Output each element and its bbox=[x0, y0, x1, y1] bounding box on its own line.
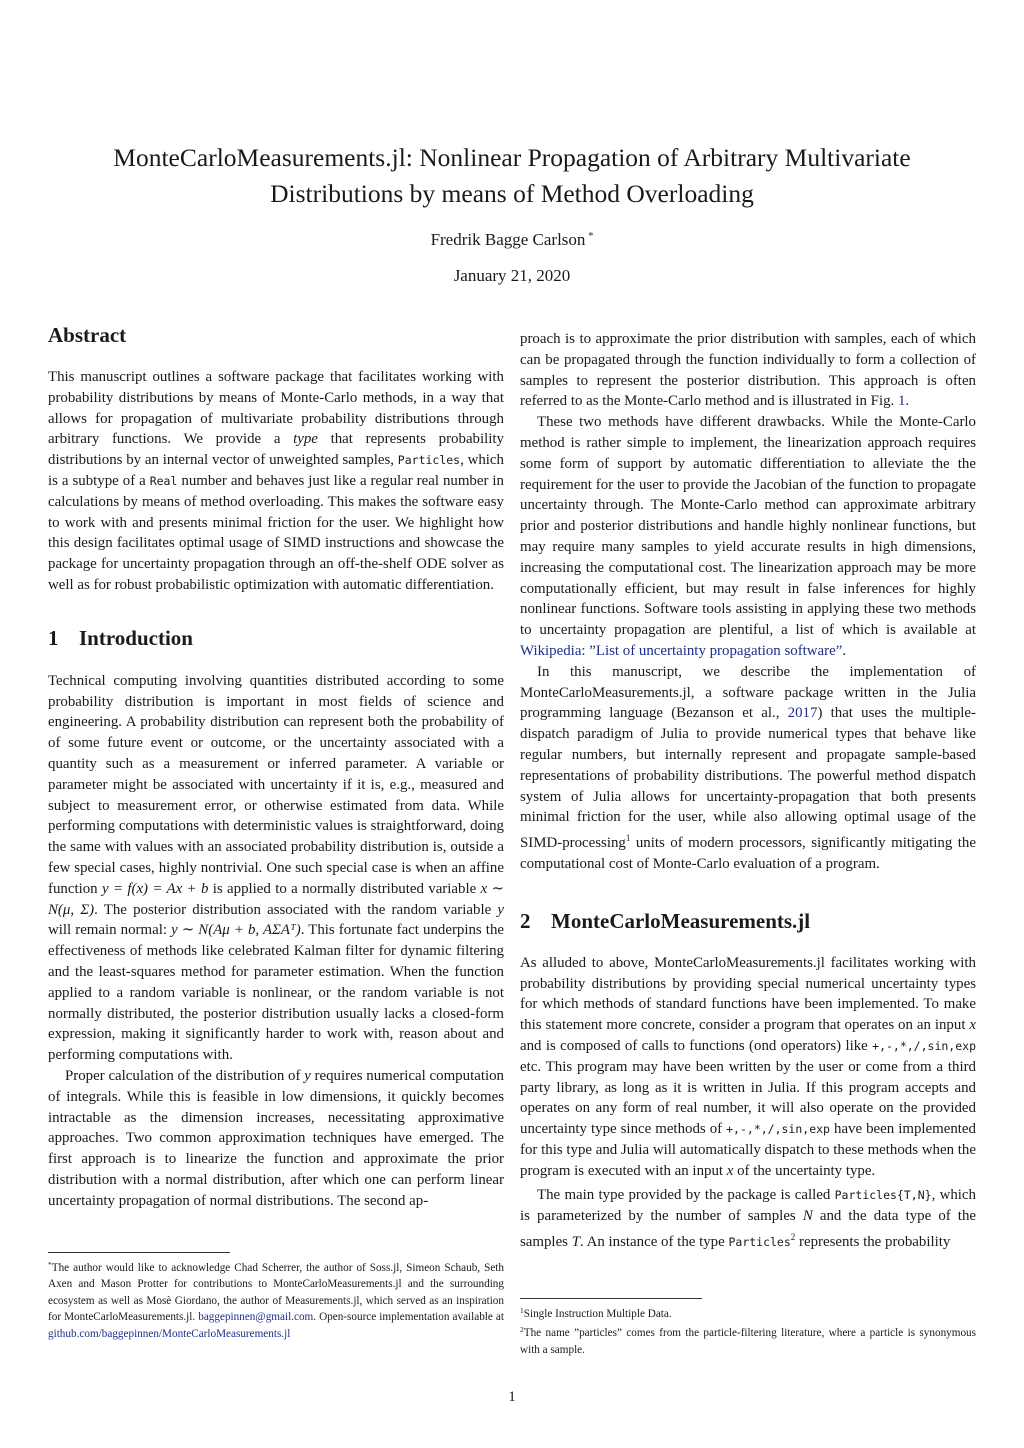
math-x-1: x bbox=[969, 1017, 976, 1034]
code-particles-2: Particles bbox=[728, 1235, 791, 1250]
footnote-1: $^1$Single Instruction Multiple Data. bbox=[520, 1306, 672, 1320]
math-normal-x: x ∼ N(μ, Σ) bbox=[48, 880, 504, 918]
code-operators-2: +,-,*,/,sin,exp bbox=[726, 1122, 830, 1137]
author-name: Fredrik Bagge Carlson bbox=[430, 230, 586, 249]
right-footnote-area bbox=[520, 1298, 976, 1358]
math-n: N bbox=[802, 1208, 813, 1225]
code-operators-1: +,-,*,/,sin,exp bbox=[872, 1038, 976, 1053]
introduction-number: 1 bbox=[48, 625, 59, 650]
abstract-paragraph: This manuscript outlines a software package that facilitates working with probability distributions by means of Monte-Carlo methods, in a way that allows for propagation of multivariate probability distributions through arbitrary functions. We provide a type that represents probability distributions by an internal vector of unweighted samples, Particles, which is a subtype of a Real number and behaves just like a regular real number in calculations by means of method overloading. This makes the software easy to work with and presents minimal friction for the user. We highlight how this design facilitates optimal usage of SIMD instructions and showcase the package for uncertainty propagation through an off-the-shelf ODE solver as well as for robust probabilistic optimization with automatic differentiation. bbox=[48, 369, 505, 593]
footnote-rule bbox=[48, 1252, 230, 1253]
paper-title-line-1: MonteCarloMeasurements.jl: Nonlinear Propagation of Arbitrary Multivariate bbox=[113, 143, 911, 172]
footnote-ref-2: 2 bbox=[790, 1232, 796, 1243]
math-affine-function: y = f(x) = Ax + b bbox=[101, 880, 209, 897]
abstract-heading: Abstract bbox=[48, 323, 127, 347]
left-footnote-area bbox=[48, 1252, 504, 1342]
footnote-rule-right bbox=[520, 1298, 702, 1299]
introduction-title: Introduction bbox=[79, 625, 193, 650]
math-normal-y: y ∼ N(Aμ + b, AΣAᵀ) bbox=[171, 922, 301, 939]
footnote-1-mark: 1 bbox=[520, 1306, 524, 1315]
section-2-number: 2 bbox=[520, 908, 531, 933]
citation-2017-link[interactable]: 2017 bbox=[787, 705, 818, 722]
section-2-title: MonteCarloMeasurements.jl bbox=[551, 908, 811, 933]
author-footnote-mark: * bbox=[588, 231, 594, 242]
section-2-paragraph-2: The main type provided by the package is called Particles{T,N}, which is parameterized by the number of samples N and the data type of the samples T. An instance of the type Particles$^2$ represents the probability bbox=[520, 1187, 976, 1251]
introduction-paragraph-1: Technical computing involving quantities distributed according to some probability distribution is important in most fields of science and engineering. A probability distribution can represent both the probability of of some future event or outcome, or the uncertainty associated with a quantity such as a measurement or inferred parameter. A variable or parameter might be associated with uncertainty if it is, e.g., measured and subject to measurement error, or otherwise estimated from data. While performing computations with deterministic values is straightforward, doing the same with values with an associated probability distribution is, outside a few special cases, highly nontrivial. One such special case is when an affine function y = f(x) = Ax + b is applied to a normally distributed variable x ∼ N(μ, Σ). The posterior distribution associated with the random variable y will remain normal: y ∼ N(Aμ + b, AΣAᵀ). This fortunate fact underpins the effectiveness of methods like celebrated Kalman filter for dynamic filtering and the least-squares method for parameter estimation. When the function applied to a random variable is nonlinear, or the random variable is not normally distributed, the posterior distribution usually lacks a closed-form expression, making it significantly harder to work with, reason about and performing computations with. bbox=[48, 672, 505, 1064]
right-paragraph-1: proach is to approximate the prior distribution with samples, each of which can be propagated through the function individually to form a collection of samples to represent the posterior distribution. This approach is often referred to as the Monte-Carlo method and is illustrated in Fig. 1. bbox=[520, 331, 976, 410]
math-t: T bbox=[571, 1234, 580, 1251]
paper-date: January 21, 2020 bbox=[453, 266, 571, 285]
abstract-type-word: type bbox=[293, 431, 318, 448]
footnote-ref-1: 1 bbox=[625, 833, 631, 844]
section-2-paragraph-1: As alluded to above, MonteCarloMeasurements.jl facilitates working with probability distributions by providing special numerical uncertainty types for which methods of standard functions have been implemented. To make this statement more concrete, consider a program that operates on an input x and is composed of calls to functions (ond operators) like +,-,*,/,sin,exp etc. This program may have been written by the user or come from a third party library, as long as it is written in Julia. If this program accepts and operates on any form of real number, it will also operate on the provided uncertainty type since methods of +,-,*,/,sin,exp have been implemented for this type and Julia will automatically dispatch to these methods when the program is executed with an input x of the uncertainty type. bbox=[520, 954, 976, 1179]
introduction-heading bbox=[48, 625, 504, 651]
math-x-2: x bbox=[726, 1162, 734, 1179]
paper-title-line-2: Distributions by means of Method Overloading bbox=[270, 179, 754, 208]
paper-title bbox=[40, 140, 984, 212]
code-particles: Particles bbox=[397, 453, 461, 468]
footnote-2-mark: 2 bbox=[520, 1325, 524, 1335]
page-number: 1 bbox=[508, 1389, 516, 1405]
math-y-2: y bbox=[304, 1067, 311, 1084]
figure-1-link[interactable]: 1 bbox=[897, 393, 906, 410]
author-email-link[interactable]: baggepinnen@gmail.com bbox=[198, 1311, 314, 1324]
right-paragraph-2: These two methods have different drawbacks. While the Monte-Carlo method is rather simple to implement, the linearization approach requires some form of support by automatic differentiation to alleviate the the requirement for the user to provide the Jacobian of the function to propagate uncertainty through. The Monte-Carlo method can approximate arbitrary prior and posterior distributions and handle highly nonlinear functions, but may require many samples to yield accurate results in high dimensions, increasing the computational cost. The linearization approach may be more computationally efficient, but may result in false inferences for highly nonlinear functions. Software tools assisting in applying these two methods to uncertainty propagation are plentiful, a list of which is available at Wikipedia: ”List of uncertainty propagation software”. bbox=[520, 414, 976, 659]
wikipedia-link[interactable]: Wikipedia: ”List of uncertainty propagation software” bbox=[520, 642, 843, 659]
code-particles-tn: Particles{T,N} bbox=[834, 1188, 932, 1203]
right-paragraph-3: In this manuscript, we describe the implementation of MonteCarloMeasurements.jl, a software package written in the Julia programming language (Bezanson et al., 2017) that uses the multiple-dispatch paradigm of Julia to provide numerical types that behave like regular numbers, but internally represent and propagate sample-based representations of probability distributions. The powerful method dispatch system of Julia allows for uncertainty-propagation that both presents minimal friction for the user, while also allowing optimal usage of the SIMD-processing$^1$ units of modern processors, significantly mitigating the computational cost of Monte-Carlo evaluation of a program. bbox=[520, 663, 976, 872]
introduction-paragraph-2: Proper calculation of the distribution of y requires numerical computation of integrals. While this is feasible in low dimensions, it quickly becomes intractable as the dimension increases, necessitating approximative approaches. Two common approximation techniques have emerged. The first approach is to linearize the function and approximate the prior distribution with a normal distribution, after which one can perform linear uncertainty propagation of normal distributions. The second ap- bbox=[48, 1067, 504, 1209]
github-repo-link[interactable]: github.com/baggepinnen/MonteCarloMeasurements.jl bbox=[48, 1327, 291, 1340]
math-y: y bbox=[497, 901, 505, 918]
right-column bbox=[520, 329, 976, 1253]
code-real: Real bbox=[149, 473, 178, 488]
section-2-heading bbox=[520, 908, 976, 934]
left-column bbox=[48, 322, 504, 1211]
footnote-2: $^2$The name ”particles” comes from the particle-filtering literature, where a particle is synonymous with a sample. bbox=[520, 1325, 976, 1356]
footnote-mark-star: * bbox=[48, 1260, 52, 1269]
footnote-acknowledgement: *The author would like to acknowledge Chad Scherrer, the author of Soss.jl, Simeon Schaub, Seth Axen and Mason Protter for contributions to MonteCarloMeasurements.jl and the surrounding ecosystem as well as Mosè Giordano, the author of Measurements.jl, which served as an inspiration for MonteCarloMeasurements.jl. baggepinnen@gmail.com. Open-source implementation available at github.com/baggepinnen/MonteCarloMeasurements.jl bbox=[48, 1260, 504, 1340]
author-line bbox=[0, 230, 1024, 250]
